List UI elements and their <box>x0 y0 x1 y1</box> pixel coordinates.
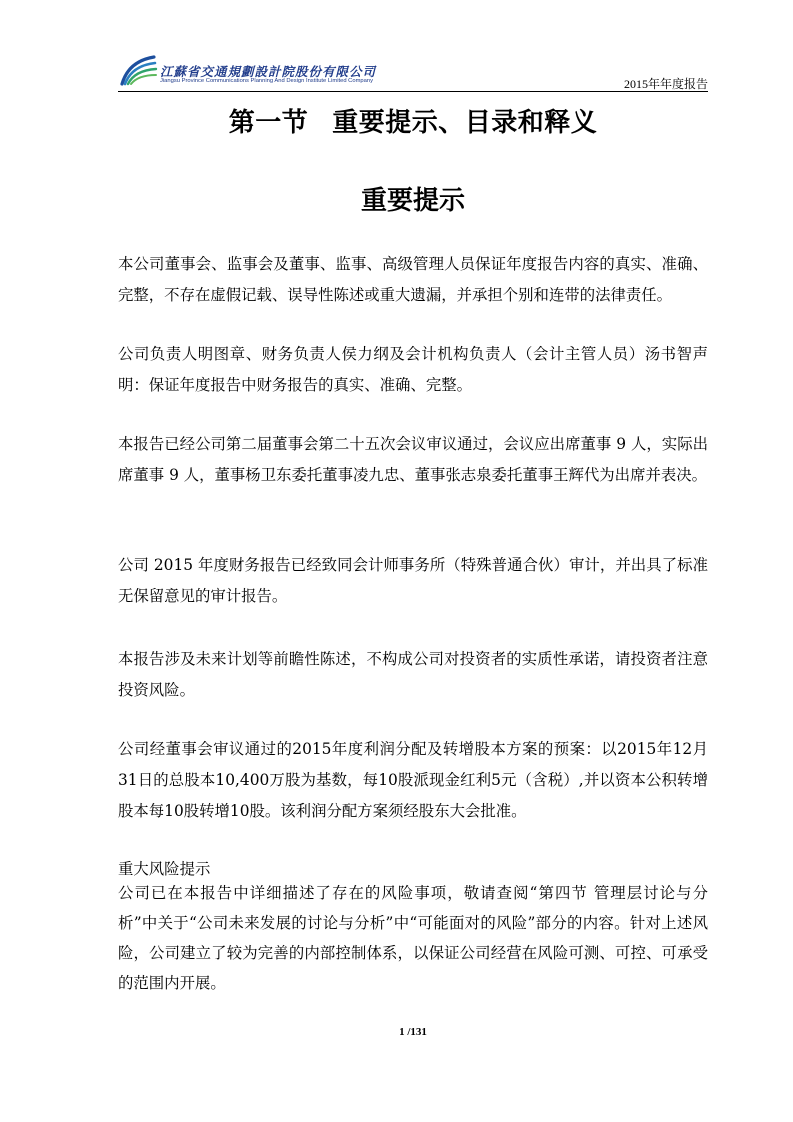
paragraph-board-approval: 本报告已经公司第二届董事会第二十五次会议审议通过，会议应出席董事 9 人，实际出席董事 9 人，董事杨卫东委托董事凌九忠、董事张志泉委托董事王辉代为出席并表决。 <box>118 435 708 484</box>
paragraph-major-risk: 公司已在本报告中详细描述了存在的风险事项，敬请查阅“第四节 管理层讨论与分析”中关于“公司未来发展的讨论与分析”中“可能面对的风险”部分的内容。针对上述风险，公司建立了较为完善的内部控制体系，以保证公司经营在风险可测、可控、可承受的范围内开展。 <box>118 884 708 992</box>
paragraph-audit: 公司 2015 年度财务报告已经致同会计师事务所（特殊普通合伙）审计，并出具了标准无保留意见的审计报告。 <box>118 556 708 605</box>
important-notice-heading: 重要提示 <box>360 186 465 216</box>
section-name: 重要提示、目录和释义 <box>332 108 598 138</box>
paragraph-responsible-persons: 公司负责人明图章、财务负责人侯力纲及会计机构负责人（会计主管人员）汤书智声明：保证年度报告中财务报告的真实、准确、完整。 <box>118 345 708 394</box>
section-title <box>0 102 793 139</box>
company-name-cn: 江蘇省交通規劃設計院股份有限公司 <box>160 64 377 79</box>
paragraph-board-guarantee: 本公司董事会、监事会及董事、监事、高级管理人员保证年度报告内容的真实、准确、完整，不存在虚假记载、误导性陈述或重大遗漏，并承担个别和连带的法律责任。 <box>118 255 708 304</box>
paragraph-profit-distribution: 公司经董事会审议通过的2015年度利润分配及转增股本方案的预案：以2015年12月31日的总股本10,400万股为基数，每10股派现金红利5元（含税）,并以资本公积转增股本每10股转增10股。该利润分配方案须经股东大会批准。 <box>118 740 708 820</box>
company-logo-icon <box>118 54 158 86</box>
report-label: 2015年年度报告 <box>623 77 708 91</box>
header-divider <box>118 91 708 92</box>
page-number: 1 /131 <box>399 1026 427 1038</box>
section-number: 第一节 <box>228 108 309 138</box>
company-name-en: Jiangsu Province Communications Planning And Design Institute Limited Company <box>160 78 373 84</box>
major-risk-heading: 重大风险提示 <box>118 860 211 878</box>
paragraph-forward-looking: 本报告涉及未来计划等前瞻性陈述，不构成公司对投资者的实质性承诺，请投资者注意投资风险。 <box>118 650 708 699</box>
page-header <box>118 48 708 92</box>
